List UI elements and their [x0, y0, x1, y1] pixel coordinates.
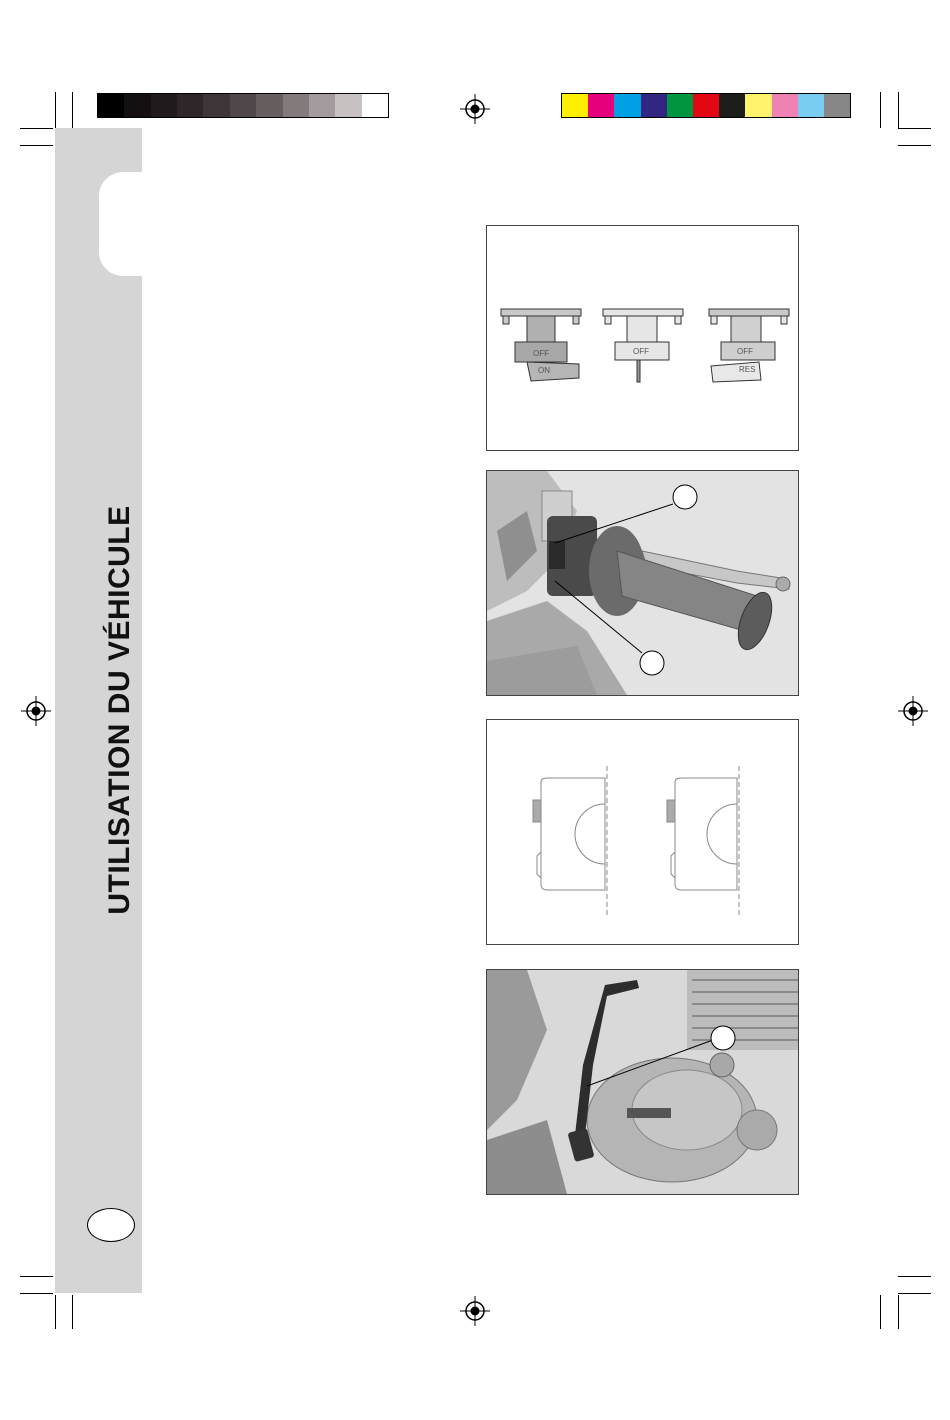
fuel-tap-label: OFF: [737, 347, 753, 356]
callout-circle: [640, 651, 664, 675]
grayscale-calibration-bar: [97, 93, 389, 118]
figure-switch-diagram: [486, 719, 799, 945]
fuel-tap-label: RES: [739, 365, 756, 374]
registration-target-icon: [21, 696, 51, 726]
color-swatch: [124, 94, 150, 117]
color-swatch: [719, 94, 745, 117]
fuel-tap-res: [709, 309, 789, 382]
crop-mark: [20, 1293, 53, 1294]
color-swatch: [151, 94, 177, 117]
color-swatch: [588, 94, 614, 117]
crop-mark: [20, 145, 53, 146]
page-number-badge: [87, 1208, 135, 1242]
color-swatch: [614, 94, 640, 117]
color-swatch: [283, 94, 309, 117]
fuel-tap-off: [603, 309, 683, 382]
color-swatch: [177, 94, 203, 117]
crop-mark: [898, 145, 931, 146]
color-swatch: [693, 94, 719, 117]
fuel-tap-label: OFF: [533, 349, 549, 358]
crop-mark: [898, 1295, 899, 1329]
figure-handlebar-photo: [486, 470, 799, 696]
fuel-tap-label: OFF: [633, 347, 649, 356]
crop-mark: [55, 1295, 56, 1329]
section-title: UTILISATION DU VÉHICULE: [103, 505, 136, 915]
figure-engine-photo: [486, 969, 799, 1195]
color-calibration-bar: [561, 93, 851, 118]
crop-mark: [898, 92, 899, 128]
color-swatch: [98, 94, 124, 117]
crop-mark: [880, 1295, 881, 1329]
fuel-tap-on: [501, 309, 581, 381]
crop-mark: [55, 92, 56, 128]
color-swatch: [798, 94, 824, 117]
crop-mark: [880, 92, 881, 128]
color-swatch: [772, 94, 798, 117]
color-swatch: [641, 94, 667, 117]
color-swatch: [562, 94, 588, 117]
callout-circle: [711, 1026, 735, 1050]
color-swatch: [203, 94, 229, 117]
callout-circle: [673, 485, 697, 509]
crop-mark: [20, 128, 53, 129]
color-swatch: [230, 94, 256, 117]
color-swatch: [256, 94, 282, 117]
crop-mark: [898, 1293, 931, 1294]
registration-target-icon: [460, 94, 490, 124]
registration-target-icon: [460, 1296, 490, 1326]
sidebar-tab: [99, 172, 143, 276]
registration-target-icon: [898, 696, 928, 726]
color-swatch: [362, 94, 388, 117]
color-swatch: [309, 94, 335, 117]
crop-mark: [898, 128, 931, 129]
crop-mark: [72, 1295, 73, 1329]
color-swatch: [335, 94, 361, 117]
crop-mark: [20, 1276, 53, 1277]
color-swatch: [824, 94, 850, 117]
color-swatch: [667, 94, 693, 117]
color-swatch: [745, 94, 771, 117]
figure-fuel-tap-positions: [486, 225, 799, 451]
fuel-tap-label: ON: [538, 366, 550, 375]
crop-mark: [72, 92, 73, 128]
crop-mark: [898, 1276, 931, 1277]
